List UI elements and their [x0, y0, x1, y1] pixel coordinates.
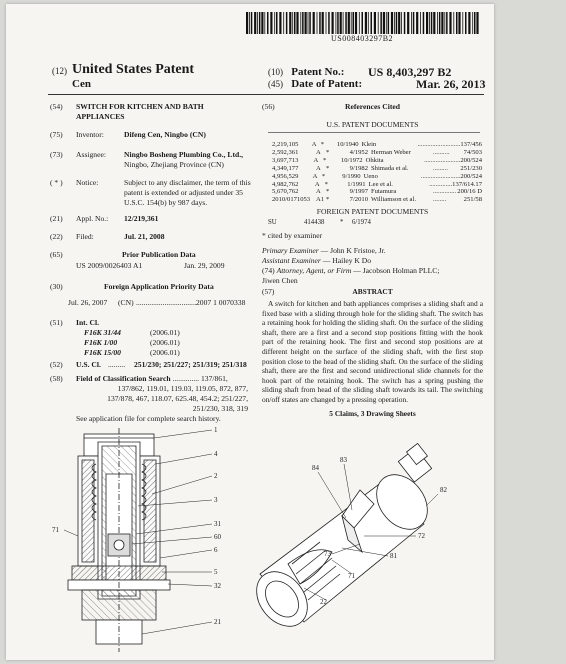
abstract-block: (57) ABSTRACT A switch for kitchen and bath appliances comprises a sliding shaft and a fixed base with a sliding through hole for the sliding shaft. The switch has a retaining hook for holding the sliding shaft. On the surface of the sliding shaft, there are a first and a second stop positions fitting with the hook part of the retaining hook. The first and second stop positions are at different height on the surface of the sliding shaft, with the first stop position close to the head of the sliding shaft. On the surface of the sliding shaft, there are the first and second unidirectional slide channels for the hook part of the retaining hook. The switch has a spring pushing the sliding shaft from head of the sliding shaft towards its tail. The switching on/off states are changed by a pressing operation. 5 Claims, 3 Drawing Sheets	[262, 287, 483, 418]
barcode-bar	[433, 12, 435, 34]
figure-label: 60	[214, 533, 221, 541]
barcode-bar	[398, 12, 400, 34]
barcode-bar	[359, 12, 360, 34]
patent-number-row: (10) Patent No.: US 8,403,297 B2	[268, 66, 344, 78]
barcode-bar	[439, 12, 441, 34]
figure-label: 83	[340, 456, 347, 464]
barcode-bar	[254, 12, 256, 34]
figure-label: 31	[214, 520, 221, 528]
barcode-bar	[378, 12, 379, 34]
barcode-bar	[374, 12, 376, 34]
kind-code: (12)	[52, 66, 67, 76]
barcode-bar	[340, 12, 342, 34]
figure-label: 71	[52, 526, 59, 534]
application-number: 12/219,361	[124, 214, 159, 223]
inventor-surname: Cen	[72, 78, 91, 90]
barcode-bar	[386, 12, 387, 34]
barcode-bar	[371, 12, 373, 34]
switch-cross-section-drawing	[68, 428, 170, 652]
filed-date: Jul. 21, 2008	[124, 232, 165, 241]
figure-label: 73	[324, 550, 331, 558]
barcode-bar	[283, 12, 284, 34]
barcode-bar	[413, 12, 415, 34]
notice-text: Subject to any disclaimer, the term of this patent is extended or adjusted under 35 U.S.C. 154(b) by 987 days.	[124, 178, 251, 207]
date-of-patent: Mar. 26, 2013	[416, 77, 486, 91]
barcode-bar	[353, 12, 355, 34]
inventor-name: Difeng Cen, Ningbo (CN)	[124, 130, 206, 139]
patent-page: US008403297B2 (12) United States Patent Cen (10) Patent No.: US 8,403,297 B2 (45) Date of Patent: Mar. 26, 2013 (54) SWITCH FOR KITCHEN AND BATH APPLIANCES (75) Inventor: Difeng Cen, Ningbo (CN) (73) Assignee: Ningbo Bosheng Plumbing Co., Ltd., Ningbo, Zhejiang Province (CN) ( * ) Notice: Subject to any disclaimer, the term of this patent is extended or adjusted under 35 U.S.C. 154(b) by 987 days. (21) Appl. No.: 12/219,361 (22) Filed: Jul. 21, 2008 (65) Prior Publication Data US 2009/0026403 A1 Jan. 29, 2009 (30) Foreign Application Priority Data Jul. 26, 2007 (CN) ................................ 2007 1 0070338 (51) Int. Cl. F16K 31/44 (2006.01) F16K 1/00 (2006.01) F16K 15/00 (2006.01) (52) U.S. Cl. ......... 251/230; 251/227; 251/319; 251/318 (58) Field of Classification Search .............. 137/861, 137/862, 119.01, 119.03, 119.05, 872, 877, 137/878, 467, 118.07, 625.48, 454.2; 251/227, 251/230, 318, 319 See application file for complete search history. (56) References Cited U.S. PATENT DOCUMENTS 2,219,105 A * 10/1940 Klein .......................... 137/456 2,592,361 A * 4/1952 Herman Weber .......... 74/503 3,697,713 A * 10/1972 Ohkita ...................... 200/524 4,349,177 A * 9/1982 Shimada et al. ......... 251/230 4,956,529 A * 9/1990 Ueno ........................ 200/524 4,982,762 A * 1/1991 Lee et al. .............. 137/614.17 5,670,762 A * 9/1997 Futamura .............. 200/16 D 2010/0171053 A1 * 7/2010 Williamson et al. ........ 251/58 FOREIGN PATENT DOCUMENTS SU 414438 * 6/1974 * cited by examiner Primary Examiner — John K Fristoe, Jr. Assistant Examiner — Hailey K Do (74) Attorney, Agent, or Firm — Jacobson Holman PLLC; Jiwen Chen (57) ABSTRACT A switch for kitchen and bath appliances comprises a sliding shaft and a fixed base with a sliding through hole for the sliding shaft. The switch has a retaining hook for holding the sliding shaft. On the surface of the sliding shaft, there are a first and a second stop positions fitting with the hook part of the retaining hook. The first and second stop positions are at different height on the surface of the sliding shaft, with the first stop position close to the head of the sliding shaft. On the surface of the sliding shaft, there are the first and second unidirectional slide channels for the hook part of the retaining hook. The switch has a spring pushing the sliding shaft from head of the sliding shaft towards its tail. The switching on/off states are changed by a pressing operation. 5 Claims, 3 Drawing Sheets 1 4 2 3 31 60 6 5 32 21 71 83 84 82 72 73 81 71 22	[6, 4, 494, 660]
barcode-bar	[431, 12, 433, 34]
barcode-bar	[305, 12, 307, 34]
barcode-bar	[292, 12, 293, 34]
barcode-bar	[257, 12, 258, 34]
reference-row: 4,956,529 A * 9/1990 Ueno ........................ 200/524	[272, 172, 482, 180]
figure-label: 32	[214, 582, 221, 590]
reference-row: 5,670,762 A * 9/1997 Futamura .............. 200/16 D	[272, 188, 482, 196]
barcode-bar	[246, 12, 248, 34]
barcode-bar	[337, 12, 339, 34]
prior-publication-heading: Prior Publication Data	[122, 250, 196, 259]
figure-label: 81	[390, 552, 397, 560]
barcode-bar	[416, 12, 418, 34]
header-rule	[48, 94, 484, 95]
barcode-bar	[468, 12, 470, 34]
barcode-bar	[355, 12, 357, 34]
assistant-examiner: Assistant Examiner — Hailey K Do	[262, 256, 372, 265]
barcode	[246, 12, 478, 34]
barcode-bar	[308, 12, 309, 34]
barcode-bar	[313, 12, 315, 34]
barcode-bar	[444, 12, 445, 34]
barcode-bar	[302, 12, 304, 34]
barcode-bar	[317, 12, 318, 34]
barcode-bar	[289, 12, 291, 34]
barcode-bar	[420, 12, 421, 34]
figure-label: 82	[440, 486, 447, 494]
barcode-bar	[368, 12, 369, 34]
figure-label: 6	[214, 546, 218, 554]
barcode-bar	[394, 12, 395, 34]
figure-label: 4	[214, 450, 218, 458]
figure-label: 5	[214, 568, 218, 576]
barcode-bar	[296, 12, 298, 34]
barcode-bar	[472, 12, 473, 34]
invention-title: SWITCH FOR KITCHEN AND BATH APPLIANCES	[76, 102, 204, 121]
barcode-bar	[446, 12, 448, 34]
barcode-bar	[407, 12, 409, 34]
barcode-bar	[362, 12, 364, 34]
primary-examiner: Primary Examiner — John K Fristoe, Jr.	[262, 246, 386, 255]
barcode-bar	[279, 12, 281, 34]
reference-row: 4,349,177 A * 9/1982 Shimada et al. ......... 251/230	[272, 164, 482, 172]
barcode-bar	[294, 12, 296, 34]
reference-row: 2,219,105 A * 10/1940 Klein .......................... 137/456	[272, 141, 482, 148]
barcode-bar	[456, 12, 458, 34]
patent-title-header: United States Patent	[72, 62, 195, 77]
figure-label: 71	[348, 572, 355, 580]
barcode-bar	[404, 12, 406, 34]
barcode-bar	[322, 12, 324, 34]
barcode-bar	[319, 12, 321, 34]
barcode-bar	[326, 12, 327, 34]
claims-and-sheets: 5 Claims, 3 Drawing Sheets	[329, 408, 416, 418]
barcode-bar	[462, 12, 463, 34]
barcode-bar	[453, 12, 454, 34]
attorney: (74) Attorney, Agent, or Firm — Jacobson Holman PLLC;	[262, 266, 440, 275]
foreign-patent-documents-heading: FOREIGN PATENT DOCUMENTS	[316, 207, 429, 216]
barcode-bar	[426, 12, 428, 34]
figure-label: 2	[214, 472, 218, 480]
us-patent-documents-heading: U.S. PATENT DOCUMENTS	[326, 120, 419, 129]
barcode-bar	[264, 12, 265, 34]
us-patent-documents-list	[272, 141, 482, 204]
barcode-bar	[365, 12, 367, 34]
figure-label: 84	[312, 464, 319, 472]
barcode-bar	[328, 12, 330, 34]
barcode-bar	[345, 12, 347, 34]
barcode-bar	[401, 12, 402, 34]
barcode-bar	[429, 12, 430, 34]
reference-row: 2010/0171053 A1 * 7/2010 Williamson et al. ........ 251/58	[272, 196, 482, 204]
date-of-patent-row: (45) Date of Patent: Mar. 26, 2013	[268, 78, 362, 90]
barcode-bar	[458, 12, 460, 34]
barcode-bar	[396, 12, 398, 34]
reference-row: 4,982,762 A * 1/1991 Lee et al. .............. 137/614.17	[272, 180, 482, 188]
barcode-bar	[423, 12, 425, 34]
barcode-bar	[267, 12, 269, 34]
barcode-bar	[286, 12, 288, 34]
references-cited-heading: References Cited	[345, 102, 400, 111]
barcode-bar	[465, 12, 467, 34]
barcode-bar	[251, 12, 253, 34]
figure-label: 21	[214, 618, 221, 626]
abstract-heading: ABSTRACT	[352, 287, 393, 296]
patent-drawings	[42, 424, 482, 659]
barcode-bar	[309, 12, 311, 34]
barcode-bar	[249, 12, 250, 34]
barcode-number: US008403297B2	[330, 34, 394, 43]
barcode-bar	[351, 12, 352, 34]
reference-row: 3,697,713 A * 10/1972 Ohkita ...................... 200/524	[272, 156, 482, 164]
barcode-bar	[380, 12, 382, 34]
barcode-bar	[437, 12, 438, 34]
abstract-text: A switch for kitchen and bath appliances comprises a sliding shaft and a fixed base with a sliding through hole for the sliding shaft. The switch has a retaining hook for holding the sliding shaft. On the surface of the sliding shaft, there are a first and a second stop positions fitting with the hook part of the retaining hook. The first and second stop positions are at different height on the surface of the sliding shaft, with the first stop position close to the head of the sliding shaft. On the surface of the sliding shaft, there are the first and second unidirectional slide channels for the hook part of the retaining hook. The switch has a spring pushing the sliding shaft from head of the sliding shaft towards its tail. The switching on/off states are changed by a pressing operation.	[262, 299, 483, 404]
barcode-bar	[474, 12, 476, 34]
assignee: Ningbo Bosheng Plumbing Co., Ltd., Ningbo, Zhejiang Province (CN)	[124, 150, 244, 169]
sliding-shaft-perspective-drawing	[246, 443, 438, 636]
int-cl-list: F16K 31/44 (2006.01) F16K 1/00 (2006.01) F16K 15/00 (2006.01)	[84, 328, 180, 357]
barcode-bar	[391, 12, 393, 34]
cited-note: * cited by examiner	[262, 231, 323, 240]
barcode-bar	[476, 12, 478, 34]
foreign-document-row: SU 414438 * 6/1974	[268, 219, 371, 226]
figure-label: 3	[214, 496, 218, 504]
barcode-bar	[261, 12, 263, 34]
us-classification: 251/230; 251/227; 251/319; 251/318	[134, 360, 247, 369]
barcode-bar	[332, 12, 334, 34]
foreign-priority-heading: Foreign Application Priority Data	[104, 282, 214, 291]
barcode-bar	[274, 12, 275, 34]
reference-row: 2,592,361 A * 4/1952 Herman Weber .......... 74/503	[272, 148, 482, 156]
barcode-bar	[343, 12, 344, 34]
barcode-bar	[336, 12, 337, 34]
barcode-bar	[388, 12, 390, 34]
figure-label: 22	[320, 598, 327, 606]
barcode-bar	[270, 12, 272, 34]
barcode-bar	[259, 12, 261, 34]
barcode-bar	[449, 12, 451, 34]
figure-label: 1	[214, 426, 218, 434]
barcode-bar	[383, 12, 385, 34]
patent-number: US 8,403,297 B2	[368, 65, 452, 79]
barcode-bar	[300, 12, 301, 34]
field-of-search: Field of Classification Search .............. 137/861, 137/862, 119.01, 119.03, 119.05, 872, 877, 137/878, 467, 118.07, 625.48, 454.2; 251/227, 251/230, 318, 319 See application file for complete search history.	[76, 374, 248, 423]
barcode-bar	[411, 12, 412, 34]
figure-label: 72	[418, 532, 425, 540]
barcode-bar	[276, 12, 278, 34]
barcode-bar	[348, 12, 350, 34]
barcode-bar	[441, 12, 443, 34]
